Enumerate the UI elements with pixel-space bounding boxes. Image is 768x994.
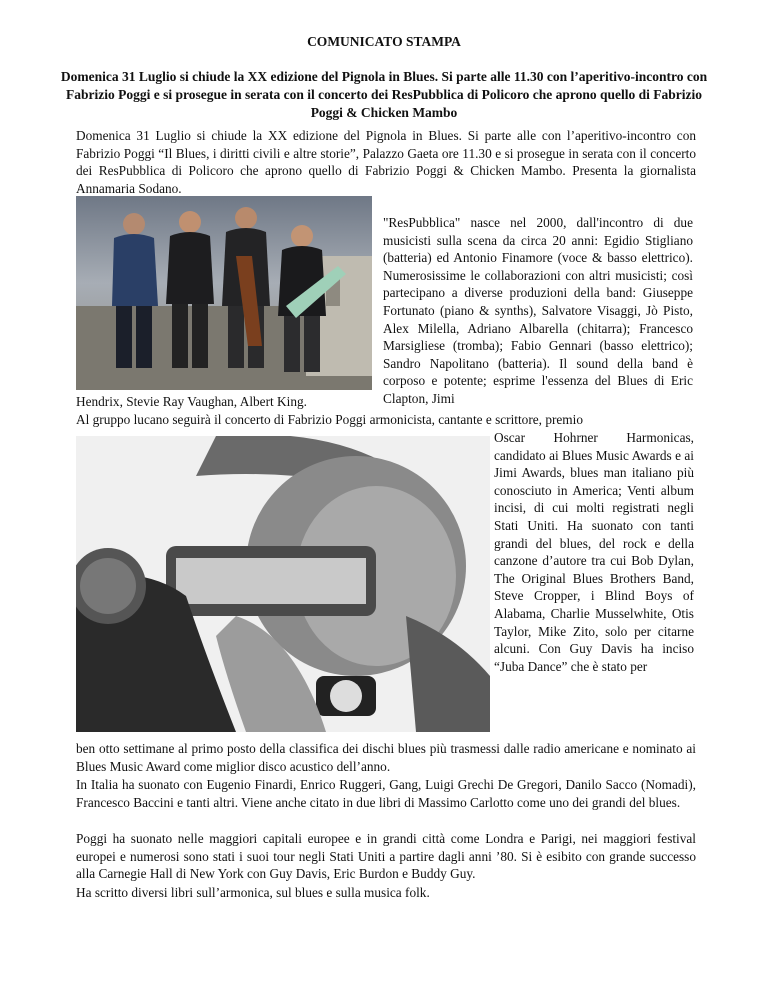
fabrizio-poggi-photo [76,436,490,732]
respubblica-band-photo [76,196,372,390]
poggi-side-paragraph: Oscar Hohrner Harmonicas, candidato ai Blues Music Awards e ai Jimi Awards, blues man italiano più conosciuto in America; Venti album incisi, di cui molti registrati negli Stati Uniti. Ha suonato con tanti grandi del blues, del rock e della canzone d’autore tra cui Bob Dylan, The Original Blues Brothers Band, Steve Cropper, i Blind Boys of Alabama, Charlie Musselwhite, Otis Taylor, Mike Zito, solo per citarne alcuni. Con Guy Davis ha inciso “Juba Dance” che è stato per [494,430,694,674]
poggi-books-line: Ha scritto diversi libri sull’armonica, sul blues e sulla musica folk. [76,885,430,900]
document-title: COMUNICATO STAMPA [307,34,461,49]
document-subtitle: Domenica 31 Luglio si chiude la XX edizione del Pignola in Blues. Si parte alle 11.30 con l’aperitivo-incontro con Fabrizio Poggi e si prosegue in serata con il concerto dei ResPubblica di Policoro che aprono quello di Fabrizio Poggi & Chicken Mambo [60,69,708,120]
poggi-after-paragraph: ben otto settimane al primo posto della classifica dei dischi blues più trasmessi dalle radio americane e nominato ai Blues Music Award come miglior disco acustico dell’anno. [76,741,696,774]
respubblica-paragraph: "ResPubblica" nasce nel 2000, dall'incontro di due musicisti sulla scena da circa 20 anni: Egidio Stigliano (batteria) ed Antonio Finamore (voce & basso elettrico). Numerosissime le collaborazioni con altri musicisti; così partecipano a diverse produzioni della band: Giuseppe Fortunato (piano & synths), Salvatore Visaggi, Jò Pisto, Alex Milella, Adriano Albarella (chitarra); Francesco Marsigliese (tromba); Fabio Gennari (basso elettrico); Sandro Napolitano (batteria). Il sound della band è corposo e potente; esprime l'essenza del Blues di Eric Clapton, Jimi [383,215,693,406]
poggi-tour-paragraph: Poggi ha suonato nelle maggiori capitali europee e in grandi città come Londra e Parigi, nei maggiori festival europei e numerosi sono stati i suoi tour negli Stati Uniti a partire dagli anni ’80. Si è esibito con grande successo alla Carnegie Hall di New York con Guy Davis, Eric Burdon e Buddy Guy. [76,831,696,882]
respubblica-continuation: Hendrix, Stevie Ray Vaughan, Albert King. [76,394,307,409]
intro-paragraph: Domenica 31 Luglio si chiude la XX edizione del Pignola in Blues. Si parte alle con l’aperitivo-incontro con Fabrizio Poggi “Il Blues, i diritti civili e altre storie”, Palazzo Gaeta ore 11.30 e si prosegue in serata con il concerto dei ResPubblica di Policoro che aprono quello di Fabrizio Poggi & Chicken Mambo. Presenta la giornalista Annamaria Sodano. [76,128,696,196]
poggi-lead: Al gruppo lucano seguirà il concerto di Fabrizio Poggi armonicista, cantante e scrittore, premio [76,412,583,427]
poggi-italia-paragraph: In Italia ha suonato con Eugenio Finardi, Enrico Ruggeri, Gang, Luigi Grechi De Gregori, Danilo Sacco (Nomadi), Francesco Baccini e tanti altri. Viene anche citato in due libri di Massimo Carlotto come uno dei grandi del blues. [76,777,696,810]
